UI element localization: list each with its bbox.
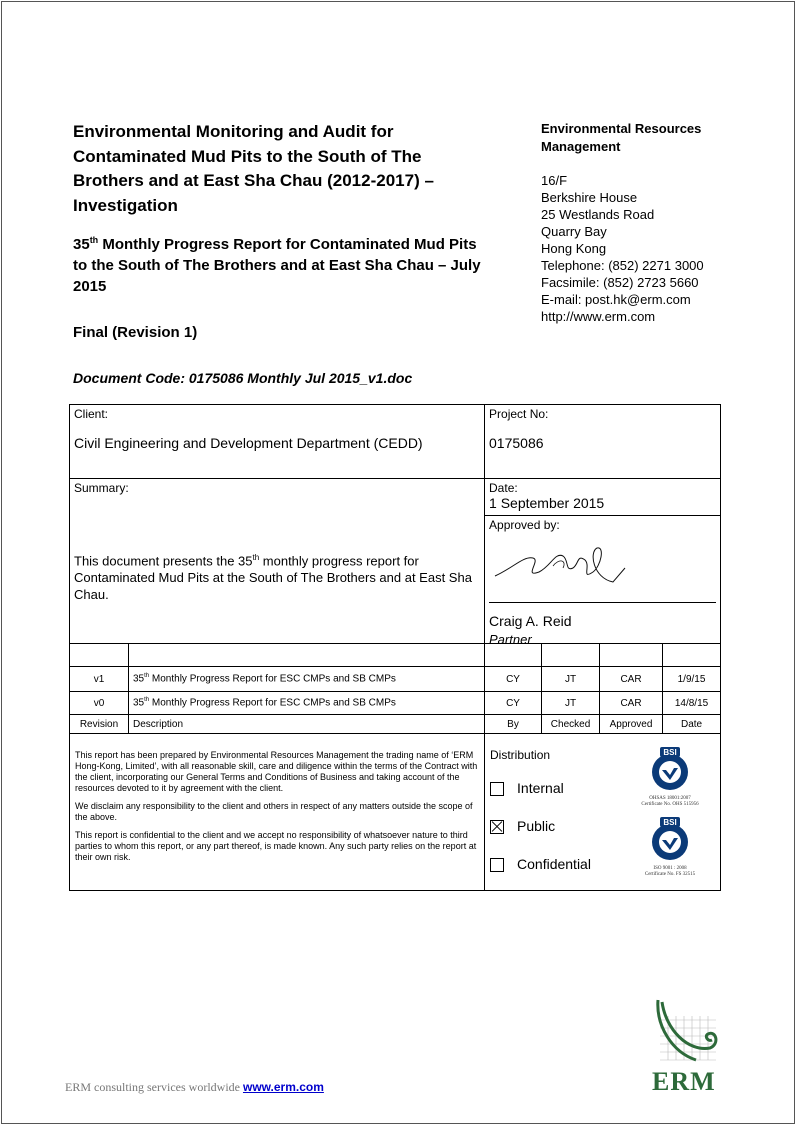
- project-label: Project No:: [489, 407, 549, 421]
- telephone: Telephone: (852) 2271 3000: [541, 258, 704, 273]
- cert-number: Certificate No. FS 32515: [644, 872, 696, 877]
- date-value: 1 September 2015: [489, 495, 605, 511]
- header-description: Description: [129, 715, 485, 734]
- cert-standard: ISO 9001 : 2008: [653, 866, 687, 871]
- document-info-table: [69, 404, 721, 891]
- revision-description: 35th Monthly Progress Report for ESC CMPs and SB CMPs: [129, 692, 485, 715]
- project-number: 0175086: [489, 435, 544, 451]
- document-title: Environmental Monitoring and Audit for Contaminated Mud Pits to the South of The Brothers and at East Sha Chau (2012-2017) – Investigation: [73, 122, 434, 215]
- disclaimer-cell: [70, 734, 485, 891]
- footer-link[interactable]: www.erm.com: [242, 1080, 324, 1094]
- date-label: Date:: [489, 481, 518, 495]
- distribution-cell: [485, 734, 721, 891]
- revision-blank-row: [70, 644, 721, 667]
- report-status: Final (Revision 1): [73, 324, 198, 341]
- revision-row: [70, 692, 721, 715]
- disclaimer-paragraph: This report has been prepared by Environmental Resources Management the trading name of ‘ERM Hong-Kong, Limited’, with all reasonable skill, care and diligence within the terms of the Contract with the client, incorporating our General Terms and Conditions of Business and taking account of the resources devoted to it by agreement with the client.: [75, 750, 478, 793]
- facsimile: Facsimile: (852) 2723 5660: [541, 275, 699, 290]
- project-cell: [485, 405, 721, 479]
- revision-by: CY: [485, 667, 542, 692]
- signature-line: [489, 602, 716, 603]
- bsi-badge-icon: [647, 746, 693, 792]
- client-value: Civil Engineering and Development Department (CEDD): [74, 435, 423, 451]
- confidential-checkbox[interactable]: [490, 858, 504, 872]
- revision-approved: CAR: [600, 667, 663, 692]
- summary-cell: [70, 479, 485, 644]
- revision-description: 35th Monthly Progress Report for ESC CMPs and SB CMPs: [129, 667, 485, 692]
- summary-text: This document presents the 35th monthly progress report for Contaminated Mud Pits at the South of The Brothers and at East Sha Chau.: [74, 553, 472, 603]
- header-checked: Checked: [542, 715, 600, 734]
- revision-row: [70, 667, 721, 692]
- revision-approved: CAR: [600, 692, 663, 715]
- address-line: Quarry Bay: [541, 224, 607, 239]
- approver-name: Craig A. Reid: [489, 613, 572, 629]
- header-approved: Approved: [600, 715, 663, 734]
- erm-logo-text: ERM: [652, 1067, 716, 1096]
- summary-label: Summary:: [74, 481, 129, 495]
- disclaimer-paragraph: We disclaim any responsibility to the client and others in respect of any matters outside the scope of the above.: [75, 801, 473, 822]
- date-approval-cell: [485, 479, 721, 647]
- header-by: By: [485, 715, 542, 734]
- approved-by-label: Approved by:: [489, 518, 560, 532]
- revision-id: v0: [70, 692, 129, 715]
- svg-text:BSI: BSI: [663, 748, 677, 757]
- company-address-block: [541, 120, 771, 325]
- erm-logo-graphic: [652, 996, 722, 1062]
- distribution-option-internal[interactable]: Internal: [490, 780, 564, 796]
- cert-number: Certificate No. OHS 515956: [641, 802, 699, 807]
- address-line: Hong Kong: [541, 241, 607, 256]
- signature-image: [493, 538, 633, 594]
- client-label: Client:: [74, 407, 109, 421]
- document-code: Document Code: 0175086 Monthly Jul 2015_v1.doc: [73, 370, 413, 386]
- public-checkbox[interactable]: [490, 820, 504, 834]
- header-date: Date: [663, 715, 721, 734]
- website: http://www.erm.com: [541, 309, 656, 324]
- address-line: 16/F: [541, 173, 568, 188]
- distribution-option-confidential[interactable]: Confidential: [490, 856, 591, 872]
- approver-role: Partner: [489, 632, 532, 647]
- svg-text:BSI: BSI: [663, 818, 677, 827]
- revision-date: 1/9/15: [663, 667, 721, 692]
- footer-text: ERM consulting services worldwide: [65, 1080, 243, 1094]
- client-cell: [70, 405, 485, 479]
- address-line: 25 Westlands Road: [541, 207, 655, 222]
- internal-checkbox[interactable]: [490, 782, 504, 796]
- erm-logo: [652, 996, 722, 1096]
- bsi-badge-icon: [647, 816, 693, 862]
- distribution-option-public[interactable]: Public: [490, 818, 555, 834]
- ohsas-certification: [630, 746, 710, 808]
- revision-by: CY: [485, 692, 542, 715]
- cert-standard: OHSAS 18001:2007: [649, 796, 691, 801]
- revision-header-row: [70, 715, 721, 734]
- revision-checked: JT: [542, 667, 600, 692]
- report-subtitle: 35th Monthly Progress Report for Contaminated Mud Pits to the South of The Brothers and at East Sha Chau – July 2015: [73, 235, 481, 295]
- footer: [65, 1080, 324, 1095]
- revision-checked: JT: [542, 692, 600, 715]
- header-revision: Revision: [70, 715, 129, 734]
- email: E-mail: post.hk@erm.com: [541, 292, 691, 307]
- address-line: Berkshire House: [541, 190, 638, 205]
- company-name: Environmental Resources Management: [541, 121, 702, 154]
- iso-certification: [630, 816, 710, 878]
- distribution-label: Distribution: [490, 748, 551, 762]
- revision-id: v1: [70, 667, 129, 692]
- disclaimer-paragraph: This report is confidential to the client and we accept no responsibility of whatsoever nature to third parties to whom this report, or any part thereof, is made known. Any such party relies on the report at their own risk.: [75, 830, 477, 862]
- revision-date: 14/8/15: [663, 692, 721, 715]
